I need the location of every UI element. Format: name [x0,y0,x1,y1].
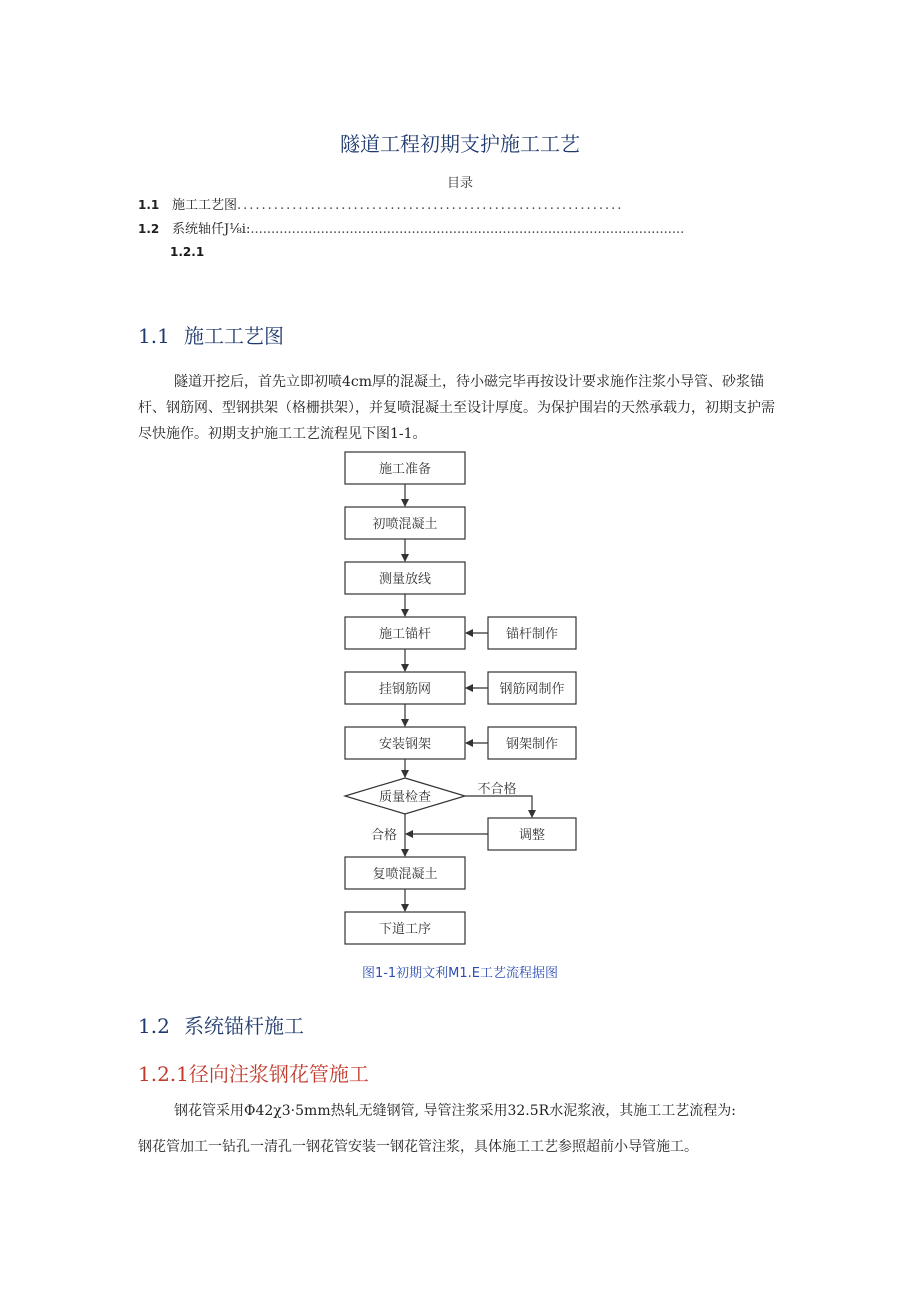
flow-label-fail: 不合格 [477,782,517,797]
flow-label: 下道工序 [378,922,432,937]
flow-label: 锚杆制作 [505,627,559,642]
intro-paragraph: 隧道开挖后，首先立即初喷4cm厚的混凝土，待小磁完毕再按设计要求施作注浆小导管、砂浆锚杆、钢筋网、型钢拱架（格栅拱架），并复喷混凝土至设计厚度。为保护围岩的天然承载力，初期支护需尽快施作。初期支护施工工艺流程见下图1-1。 [138,374,775,442]
flow-label: 调整 [518,828,546,843]
flow-label: 钢架制作 [505,737,559,752]
toc-entry-1-2-1[interactable]: 1.2.1 [170,245,205,259]
section-title: 系统锚杆施工 [184,1014,304,1038]
toc-heading: 目录 [446,176,473,191]
flow-arrow-fail [465,796,532,817]
flow-label: 施工准备 [378,462,432,477]
flow-label: 测量放线 [378,572,432,587]
flow-label: 初喷混凝土 [372,517,438,532]
toc-leader-dots: ......................................................................................................... [250,222,685,237]
flow-label: 质量检查 [378,790,432,805]
document-title: 隧道工程初期支护施工工艺 [340,132,580,156]
toc-entry-label: 施工工艺图 [172,198,238,213]
section-number: 1.2.1 [138,1062,189,1086]
section-title: 径向注浆钢花管施工 [188,1062,369,1086]
section-number: 1.1 [138,324,170,348]
section-number: 1.2 [138,1014,170,1038]
body-line-1: 钢花管采用Φ42χ3·5mm热轧无缝钢管, 导管注浆采用32.5R水泥浆液，其施工工艺流程为: [174,1103,736,1119]
flow-label: 施工锚杆 [378,627,432,642]
toc-entry-label: 系统轴仟J⅛i: [172,222,251,237]
flow-label: 安装钢架 [378,737,432,752]
flow-label-pass: 合格 [370,828,398,843]
figure-caption: 图1-1初期文利M1.E工艺流程据图 [361,966,559,981]
toc-entry-number: 1.1 [138,198,160,212]
toc-leader-dots: ............................................................... [237,198,624,213]
flow-label: 钢筋网制作 [499,682,565,697]
section-heading-1-2-1 [138,1058,369,1087]
flow-label: 复喷混凝土 [372,867,438,882]
section-heading-1-2 [138,1010,304,1039]
body-line-2: 钢花管加工一钻孔一清孔一钢花管安装一钢花管注浆，具体施工工艺参照超前小导管施工。 [138,1139,698,1155]
flow-label: 挂钢筋网 [378,682,432,697]
section-title: 施工工艺图 [184,324,284,348]
toc-entry-number: 1.2 [138,222,160,236]
